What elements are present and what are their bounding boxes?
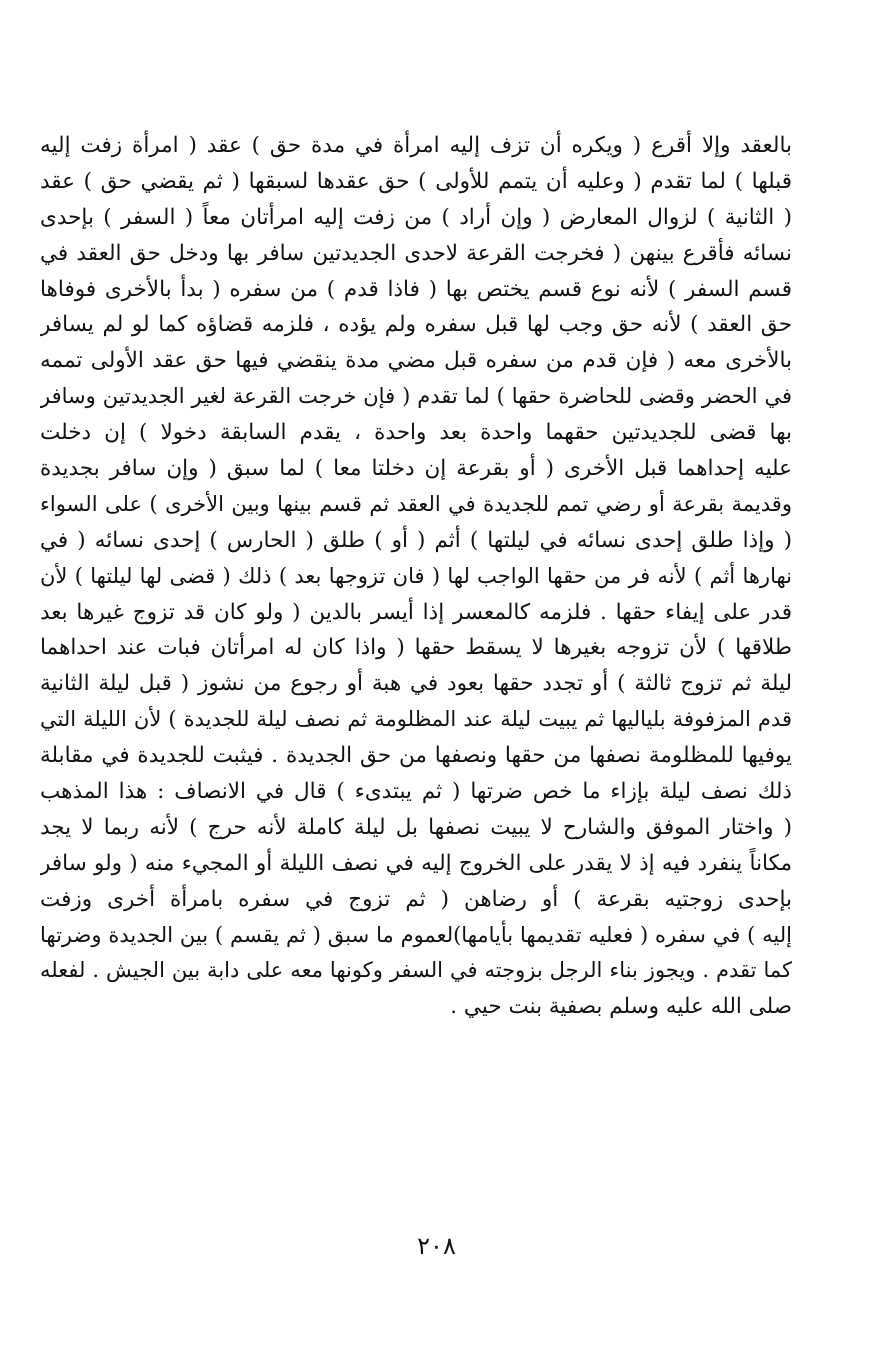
- text-line: مكاناً ينفرد فيه إذ لا يقدر على الخروج إليه في نصف الليلة أو المجيء منه ( ولو سافر: [40, 850, 792, 876]
- text-line: إليه ) في سفره ( فعليه تقديمها بأيامها)لعموم ما سبق ( ثم يقسم ) بين الجديدة وضرتها: [40, 922, 792, 947]
- text-line: ( وإذا طلق إحدى نسائه في ليلتها ) أثم ( أو ) طلق ( الحارس ) إحدى نسائه ( في: [40, 527, 792, 553]
- text-line: ( واختار الموفق والشارح لا يبيت نصفها بل ليلة كاملة لأنه حرج ) لأنه ربما لا يجد: [40, 814, 792, 840]
- text-line: حق العقد ) لأنه حق وجب لها قبل سفره ولم يؤده ، فلزمه قضاؤه كما لو لم يسافر: [40, 312, 792, 338]
- text-line: وقديمة بقرعة أو رضي تمم للجديدة في العقد ثم قسم بينها وبين الأخرى ) على السواء: [40, 491, 792, 516]
- text-line: نهارها أثم ) لأنه فر من حقها الواجب لها ( فان تزوجها بعد ) ذلك ( قضى لها ليلتها ) لأن: [40, 563, 792, 588]
- text-line: قسم السفر ) لأنه نوع قسم يختص بها ( فاذا قدم ) من سفره ( بدأ بالأخرى فوفاها: [40, 276, 792, 302]
- text-line: ليلة ثم تزوج ثالثة ) أو تجدد حقها بعود في هبة أو رجوع من نشوز ( قبل ليلة الثانية: [40, 671, 792, 697]
- text-line: في الحضر وقضى للحاضرة حقها ) لما تقدم ( فإن خرجت القرعة لغير الجديدتين وسافر: [40, 384, 792, 409]
- text-line: عليه إحداهما قبل الأخرى ( أو بقرعة إن دخلتا معا ) لما سبق ( وإن سافر بجديدة: [40, 456, 792, 482]
- text-line: بالعقد وإلا أقرع ( ويكره أن تزف إليه امرأة في مدة حق ) عقد ( امرأة زفت إليه: [40, 133, 792, 158]
- text-line: نسائه فأقرع بينهن ( فخرجت القرعة لاحدى الجديدتين سافر بها ودخل حق العقد في: [40, 240, 792, 266]
- text-line: ( الثانية ) لزوال المعارض ( وإن أراد ) من زفت إليه امرأتان معاً ( السفر ) بإحدى: [40, 204, 792, 230]
- text-line: صلى الله عليه وسلم بصفية بنت حيي .: [450, 994, 792, 1020]
- text-line: بالأخرى معه ( فإن قدم من سفره قبل مضي مدة ينقضي فيها حق عقد الأولى تممه: [40, 348, 792, 374]
- text-line: يوفيها للمظلومة نصفها من حقها ونصفها من حق الجديدة . فيثبت للجديدة في مقابلة: [40, 743, 792, 769]
- text-line: بها قضى للجديدتين حقهما واحدة بعد واحدة ، يقدم السابقة دخولا ) إن دخلت: [40, 420, 792, 446]
- text-line: كما تقدم . ويجوز بناء الرجل بزوجته في السفر وكونها معه على دابة بين الجيش . لفعله: [40, 958, 792, 983]
- text-line: قبلها ) لما تقدم ( وعليه أن يتمم للأولى ) حق عقدها لسبقها ( ثم يقضي حق ) عقد: [40, 168, 792, 194]
- text-line: قدم المزفوفة بلياليها ثم يبيت ليلة عند المظلومة ثم نصف ليلة للجديدة ) لأن الليلة التي: [40, 707, 792, 732]
- text-line: قدر على إيفاء حقها . فلزمه كالمعسر إذا أيسر بالدين ( ولو كان قد تزوج غيرها بعد: [40, 599, 792, 625]
- body-text: [40, 128, 792, 1025]
- page-number: ٢٠٨: [417, 1232, 456, 1260]
- text-line: بإحدى زوجتيه بقرعة ) أو رضاهن ( ثم تزوج في سفره بامرأة أخرى وزفت: [40, 886, 792, 912]
- text-line: ذلك نصف ليلة بإزاء ما خص ضرتها ( ثم يبتدىء ) قال في الانصاف : هذا المذهب: [40, 779, 792, 805]
- text-line: طلاقها ) لأن تزوجه بغيرها لا يسقط حقها ( واذا كان له امرأتان فبات عند احداهما: [40, 635, 792, 661]
